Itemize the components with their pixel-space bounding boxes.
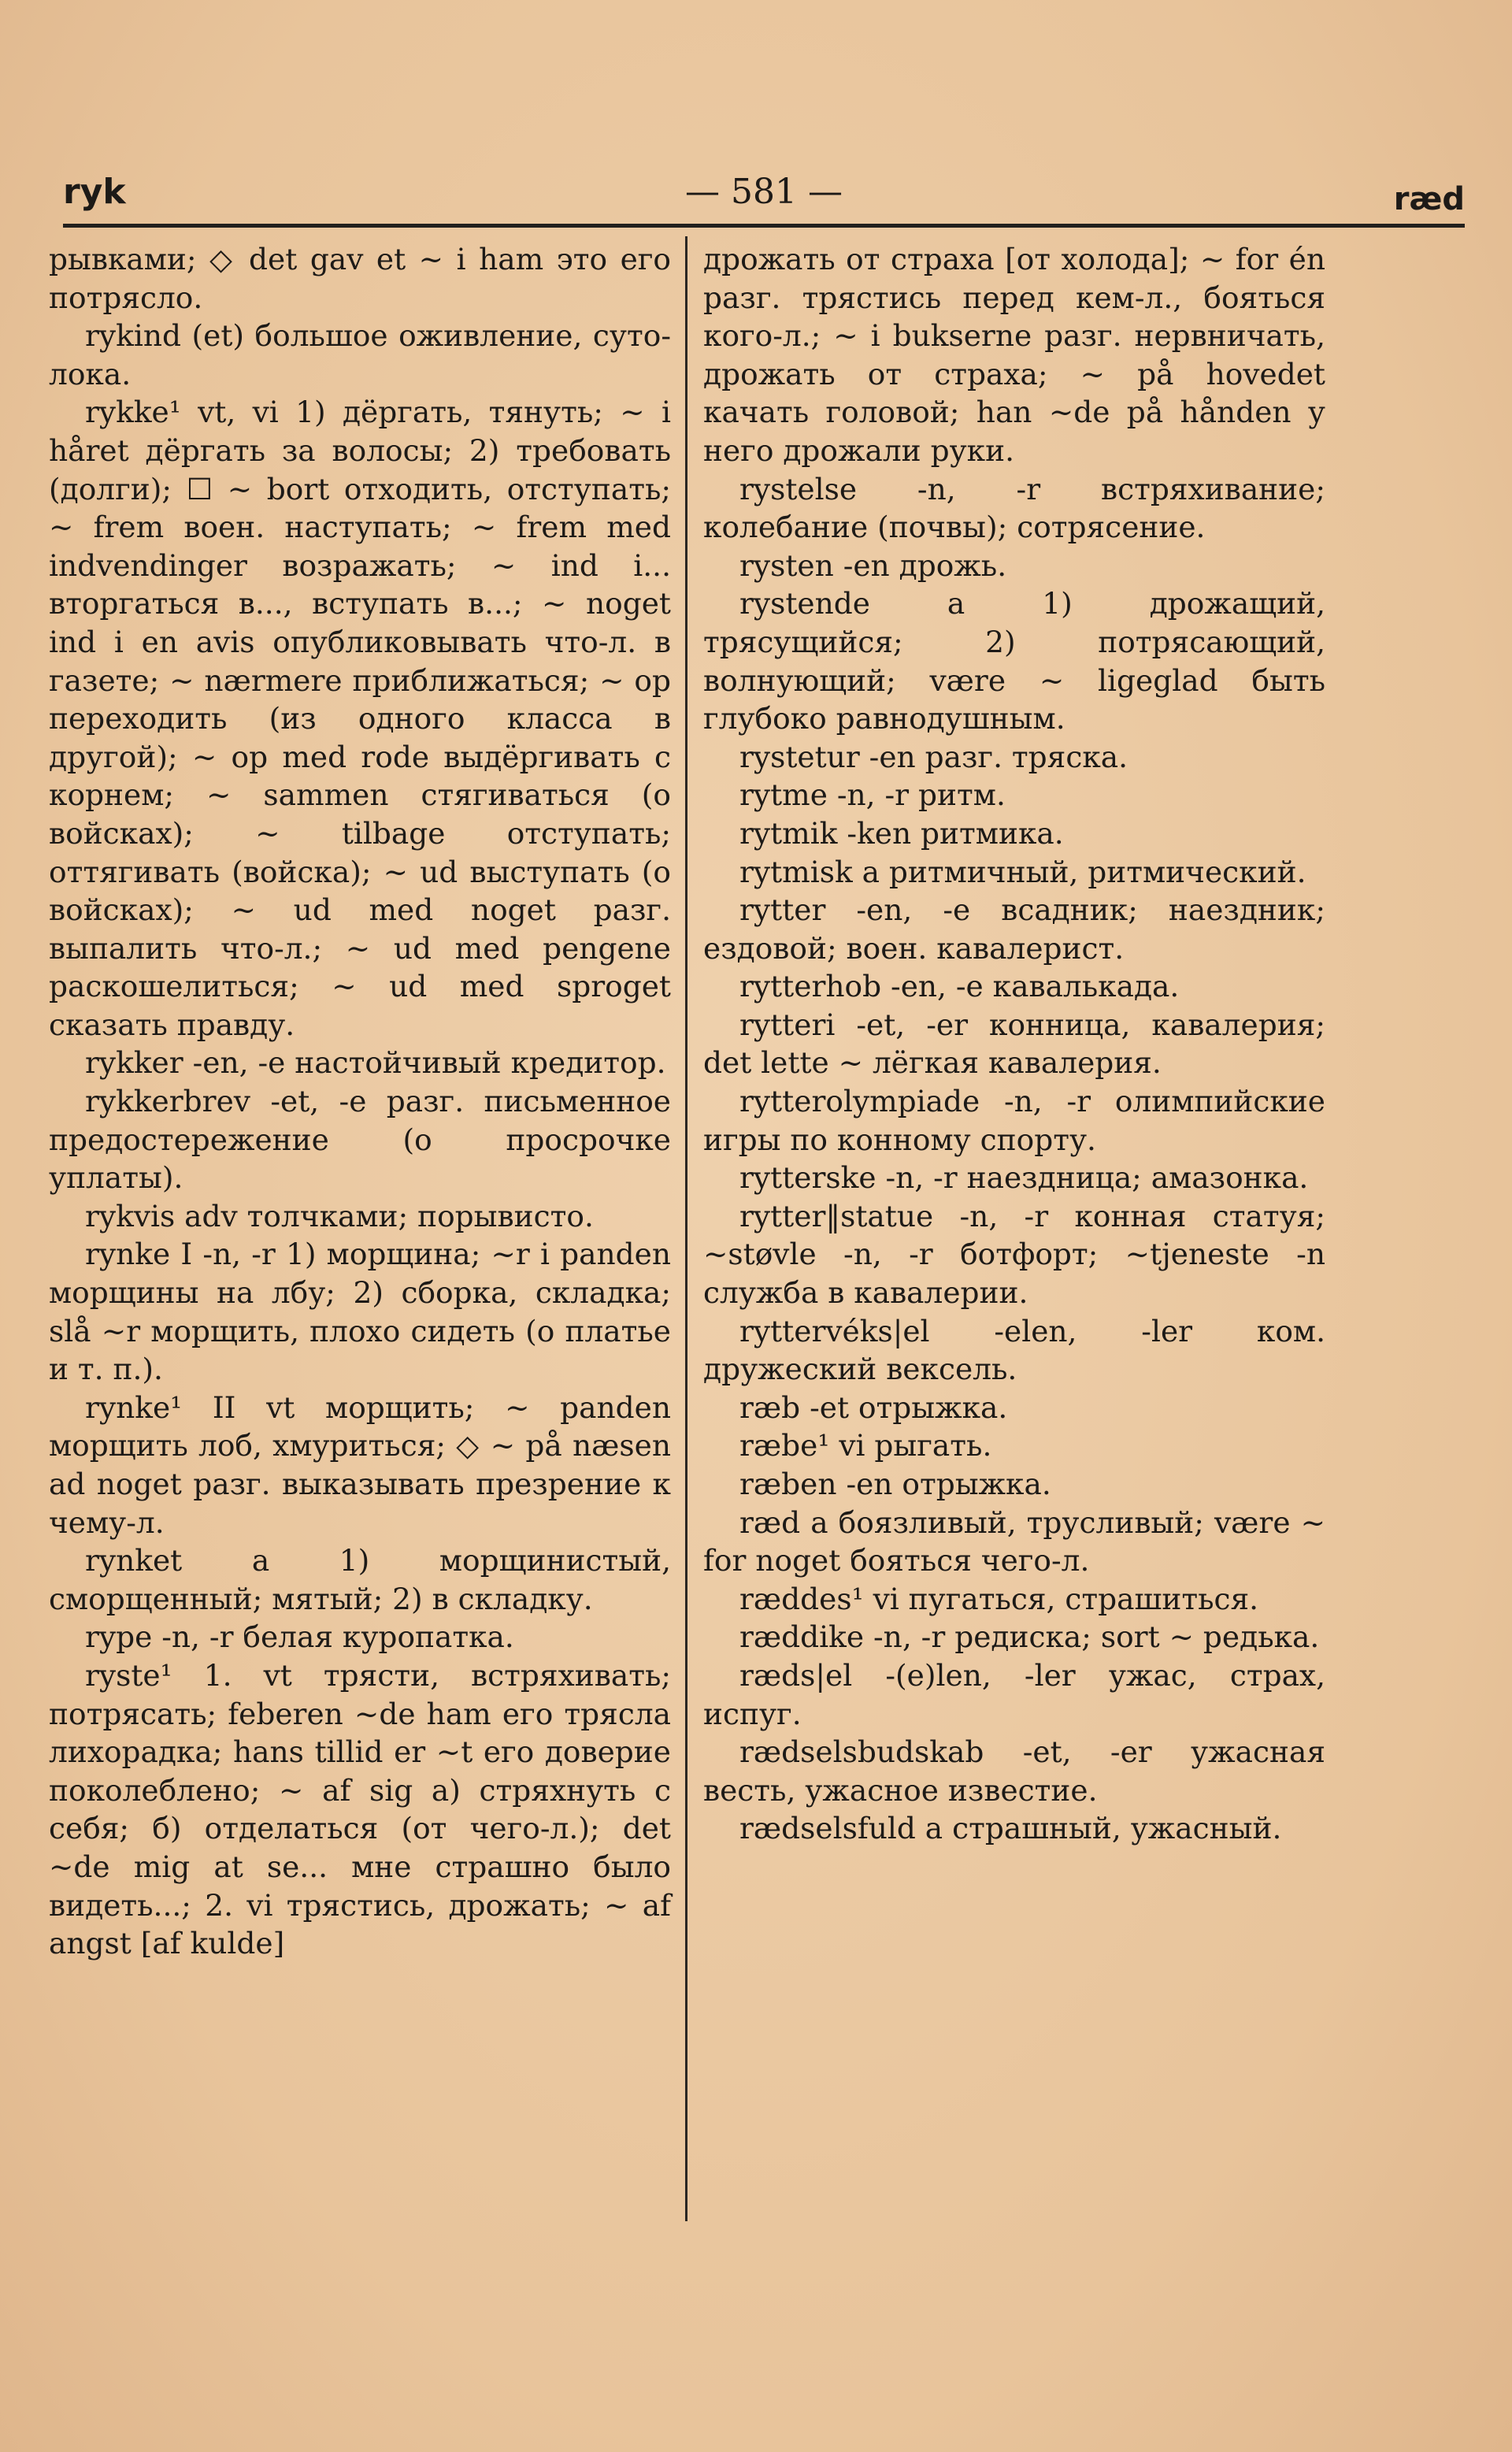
dictionary-entry: rytterske -n, -r наездница; амазонка. bbox=[739, 1160, 1309, 1196]
page-number: — 581 — bbox=[685, 172, 843, 212]
dictionary-entry: rysten -en дрожь. bbox=[739, 547, 1007, 583]
column-divider bbox=[685, 236, 687, 2221]
dictionary-entry: rynke¹ II vt морщить; ~ panden морщить лоб, хмуриться; ◇ ~ på næsen ad noget разг. выказывать презрение к чему-л. bbox=[49, 1389, 671, 1540]
header-rule bbox=[63, 224, 1465, 228]
dictionary-entry: rykker -en, -e настойчивый кредитор. bbox=[85, 1045, 666, 1081]
dictionary-entry: ræds|el -(e)len, -ler ужас, страх, испуг. bbox=[703, 1657, 1325, 1731]
dictionary-entry: rytter -en, -e всадник; наездник; ездовой; воен. кавалерист. bbox=[703, 892, 1325, 966]
dictionary-entry: rype -n, -r белая куропатка. bbox=[85, 1619, 514, 1655]
dictionary-entry: рывками; ◇ det gav et ~ i ham это его потрясло. bbox=[49, 242, 671, 315]
dictionary-entry: rytmik -ken ритмика. bbox=[739, 815, 1064, 851]
dictionary-entry: rykke¹ vt, vi 1) дёргать, тянуть; ~ i håret дёргать за волосы; 2) требовать (долги); ☐ ~ bort отходить, отступать; ~ frem воен. наступать; ~ frem med indvendinger возражать; ~ ind i... вторгаться в..., вступать в...; ~ noget ind i en avis опубликовывать что-л. в газете; ~ nærmere приближаться; ~ op переходить (из одного класса в другой); ~ op med rode выдёргивать с корнем; ~ sammen стягиваться (о войсках); ~ tilbage отступать; оттягивать (войска); ~ ud выступать (о войсках); ~ ud med noget разг. выпалить что-л.; ~ ud med pengene раскошелиться; ~ ud med sproget сказать правду. bbox=[49, 395, 671, 1042]
dictionary-entry: rystende a 1) дрожащий, трясущийся; 2) потрясающий, волнующий; være ~ ligeglad быть глубоко равнодушным. bbox=[703, 586, 1325, 736]
header-left-word: ryk bbox=[63, 172, 126, 212]
dictionary-entry: rædselsbudskab -et, -er ужасная весть, ужасное известие. bbox=[703, 1734, 1325, 1808]
dictionary-entry: ræbe¹ vi рыгать. bbox=[739, 1428, 992, 1463]
dictionary-entry: rytterhob -en, -e кавалькада. bbox=[739, 969, 1180, 1004]
header-right-word: ræd bbox=[1393, 181, 1465, 217]
dictionary-entry: rykind (et) большое оживление, сутолока. bbox=[49, 318, 671, 391]
dictionary-entry: ræb -et отрыжка. bbox=[739, 1389, 1008, 1425]
dictionary-entry: ræd a боязливый, трусливый; være ~ for noget бояться чего-л. bbox=[703, 1504, 1325, 1578]
dictionary-entry: дрожать от страха [от холода]; ~ for én разг. трястись перед кем-л., бояться кого-л.; ~ i bukserne разг. нервничать, дрожать от страха; ~ på hovedet качать головой; han ~de på hånden у него дрожали руки. bbox=[703, 242, 1325, 468]
dictionary-entry: ryste¹ 1. vt трясти, встряхивать; потрясать; feberen ~de ham его трясла лихорадка; hans tillid er ~t его доверие поколеблено; ~ af sig a) стряхнуть с себя; б) отделаться (от чего-л.); det ~de mig at se... мне страшно было видеть...; 2. vi трястись, дрожать; ~ af angst [af kulde] bbox=[49, 1657, 671, 1961]
dictionary-entry: rynket a 1) морщинистый, сморщенный; мятый; 2) в складку. bbox=[49, 1543, 671, 1616]
dictionary-entry: rytterolympiade -n, -r олимпийские игры по конному спорту. bbox=[703, 1084, 1325, 1157]
dictionary-entry: rykkerbrev -et, -e разг. письменное предостережение (о просрочке уплаты). bbox=[49, 1084, 671, 1196]
dictionary-entry: rædselsfuld a страшный, ужасный. bbox=[739, 1811, 1282, 1846]
dictionary-entry: rytme -n, -r ритм. bbox=[739, 777, 1006, 813]
dictionary-entry: ræddike -n, -r редиска; sort ~ редька. bbox=[739, 1619, 1320, 1655]
dictionary-entry: ræben -en отрыжка. bbox=[739, 1467, 1051, 1501]
dictionary-entry: rystetur -en разг. тряска. bbox=[739, 739, 1128, 774]
dictionary-entry: rytmisk a ритмичный, ритмический. bbox=[739, 854, 1306, 889]
dictionary-entry: rystelse -n, -r встряхивание; колебание (почвы); сотрясение. bbox=[703, 471, 1325, 545]
dictionary-entry: ryttervéks|el -elen, -ler ком. дружеский вексель. bbox=[703, 1313, 1325, 1387]
dictionary-entry: rynke I -n, -r 1) морщина; ~r i panden морщины на лбу; 2) сборка, складка; slå ~r морщить, плохо сидеть (о платье и т. п.). bbox=[49, 1237, 671, 1387]
dictionary-entry: rykvis adv толчками; порывисто. bbox=[85, 1198, 594, 1233]
dictionary-entry: ræddes¹ vi пугаться, страшиться. bbox=[739, 1581, 1259, 1616]
running-head bbox=[63, 172, 1465, 219]
left-column bbox=[49, 240, 671, 1963]
dictionary-entry: rytteri -et, -er конница, кавалерия; det lette ~ лёгкая кавалерия. bbox=[703, 1007, 1325, 1081]
dictionary-entry: rytter‖statue -n, -r конная статуя; ~støvle -n, -r ботфорт; ~tjeneste -n служба в кавалерии. bbox=[703, 1198, 1325, 1311]
right-column bbox=[703, 240, 1325, 1848]
